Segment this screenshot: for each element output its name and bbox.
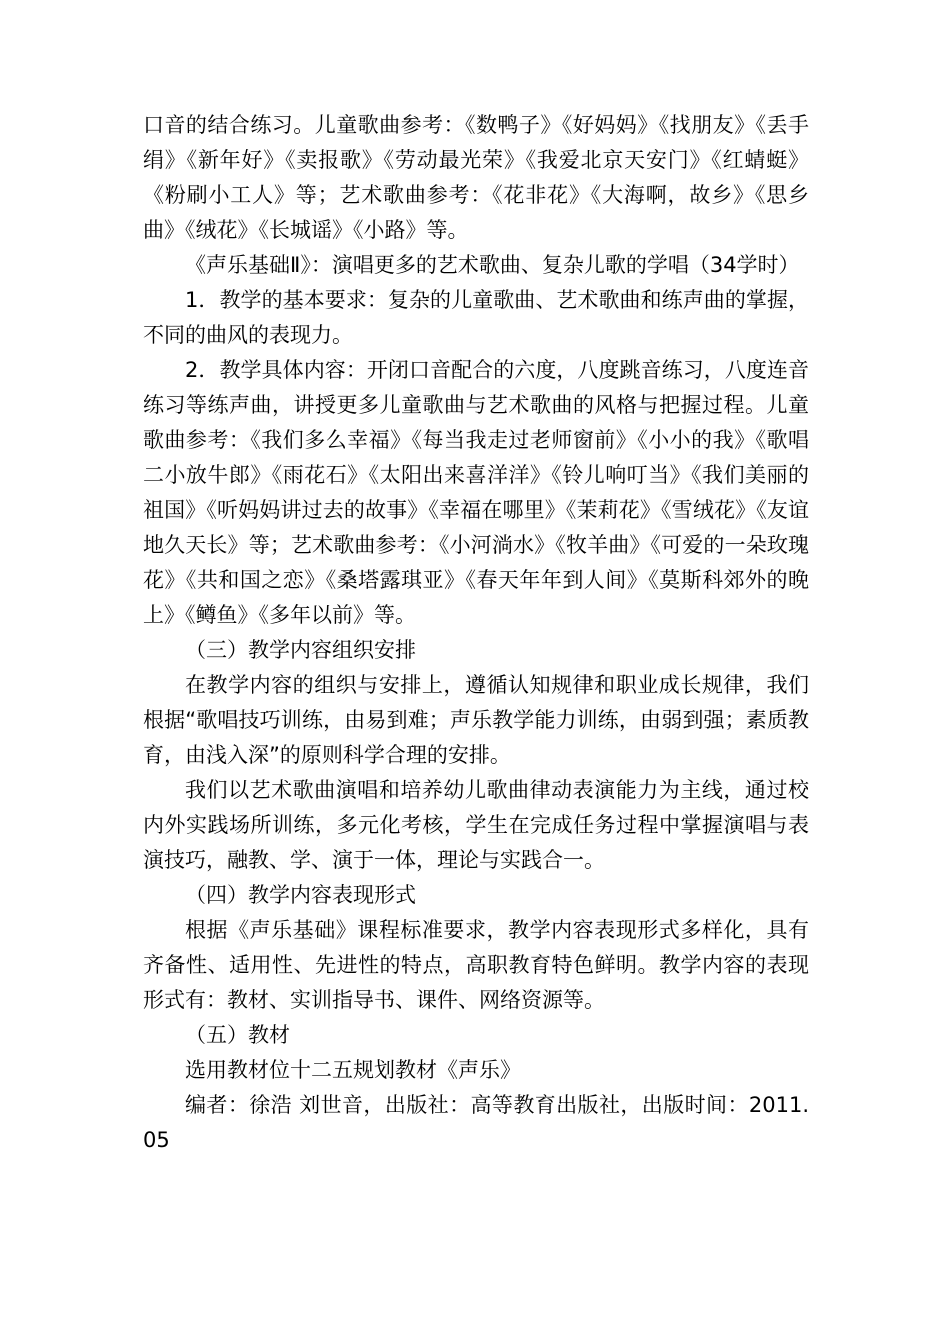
document-body	[143, 108, 809, 1158]
paragraph-presentation: 根据《声乐基础》课程标准要求，教学内容表现形式多样化，具有齐备性、适用性、先进性的特点，高职教育特色鲜明。教学内容的表现形式有：教材、实训指导书、课件、网络资源等。	[143, 918, 809, 1012]
section-heading-4: （四）教学内容表现形式	[185, 883, 416, 907]
paragraph-continuation: 口音的结合练习。儿童歌曲参考：《数鸭子》《好妈妈》《找朋友》《丢手绢》《新年好》《卖报歌》《劳动最光荣》《我爱北京天安门》《红蜻蜓》《粉刷小工人》等；艺术歌曲参考：《花非花》《大海啊，故乡》《思乡曲》《绒花》《长城谣》《小路》等。	[143, 113, 809, 242]
paragraph-publication-info: 编者：徐浩 刘世音，出版社：高等教育出版社，出版时间：2011.05	[143, 1093, 809, 1152]
paragraph-organization: 在教学内容的组织与安排上，遵循认知规律和职业成长规律，我们根据“歌唱技巧训练，由易到难；声乐教学能力训练，由弱到强；素质教育，由浅入深”的原则科学合理的安排。	[143, 673, 809, 767]
paragraph-main-line: 我们以艺术歌曲演唱和培养幼儿歌曲律动表演能力为主线，通过校内外实践场所训练，多元化考核，学生在完成任务过程中掌握演唱与表演技巧，融教、学、演于一体，理论与实践合一。	[143, 778, 809, 872]
section-heading-3: （三）教学内容组织安排	[185, 638, 416, 662]
paragraph-course-title: 《声乐基础Ⅱ》：演唱更多的艺术歌曲、复杂儿歌的学唱（34学时）	[185, 253, 800, 277]
paragraph-specific-content: 2．教学具体内容：开闭口音配合的六度，八度跳音练习，八度连音练习等练声曲，讲授更多儿童歌曲与艺术歌曲的风格与把握过程。儿童歌曲参考：《我们多么幸福》《每当我走过老师窗前》《小小的我》《歌唱二小放牛郎》《雨花石》《太阳出来喜洋洋》《铃儿响叮当》《我们美丽的祖国》《听妈妈讲过去的故事》《幸福在哪里》《茉莉花》《雪绒花》《友谊地久天长》等；艺术歌曲参考：《小河淌水》《牧羊曲》《可爱的一朵玫瑰花》《共和国之恋》《桑塔露琪亚》《春天年年到人间》《莫斯科郊外的晚上》《鳟鱼》《多年以前》等。	[143, 358, 809, 627]
paragraph-textbook: 选用教材位十二五规划教材《声乐》	[185, 1058, 521, 1082]
section-heading-5: （五）教材	[185, 1023, 290, 1047]
paragraph-basic-requirements: 1．教学的基本要求：复杂的儿童歌曲、艺术歌曲和练声曲的掌握，不同的曲风的表现力。	[143, 288, 809, 347]
